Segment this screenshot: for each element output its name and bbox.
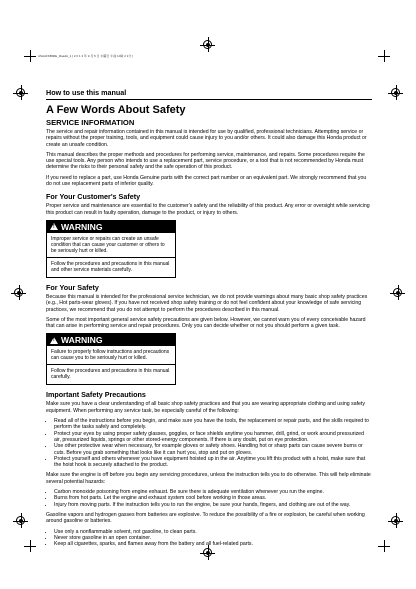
registration-mark	[393, 288, 402, 297]
paragraph: Make sure the engine is off before you begin any servicing procedures, unless the instruction tells you to do otherwise. This will help eliminate several potential hazards:	[46, 472, 371, 485]
bullet-list	[46, 489, 372, 508]
list-item: • Use only a nonflammable solvent, not gasoline, to clean parts.	[54, 529, 372, 535]
warning-text: Follow the procedures and precautions in this manual carefully.	[51, 368, 170, 381]
warning-label: WARNING	[61, 221, 103, 232]
paragraph: Gasoline vapors and hydrogen gasses from batteries are explosive. To reduce the possibility of a fire or explosion, be careful when working around gasoline or batteries.	[46, 511, 365, 525]
list-item: • Read all of the instructions before you begin, and make sure you have the tools, the replacement or repair parts, and the skills required to perform the tasks safely and completely.	[54, 418, 372, 431]
divider	[47, 364, 175, 365]
crop-mark	[24, 56, 36, 57]
paragraph: Some of the most important general service safety precautions are given below. However, we cannot warn you of every conceivable hazard that can arise in performing service and repair procedures. Only you can decide whether or not you should perform a given task.	[46, 316, 366, 330]
warning-box	[46, 220, 176, 278]
list-item: • Protect yourself and others whenever you have equipment hoisted up in the air. Anytime you lift this product with a hoist, make sure that the hoist hook is securely attached to the product.	[54, 456, 372, 469]
paragraph: The service and repair information contained in this manual is intended for use by qualified, professional technicians. Attempting service or repairs without the proper training, tools, and equipment could cause injury to you and/or others. It could also damage this Honda product or create an unsafe condition.	[46, 129, 367, 148]
warning-title	[47, 221, 175, 233]
warning-text: Failure to properly follow instructions and precautions can cause you to be seriously hurt or killed.	[51, 349, 170, 362]
paragraph: Because this manual is intended for the professional service technician, we do not provide warnings about many basic shop safety practices (e.g., Hot parts-wear gloves). If you have not received shop safety training or do not feel confident about your knowledge of safe servicing practices, we recommend that you do not attempt to perform the procedures described in this manual.	[46, 293, 368, 313]
paragraph: Proper service and maintenance are essential to the customer's safety and the reliability of this product. Any error or oversight while servicing this product can result in faulty operation, damage to the product, or injury to others.	[46, 203, 370, 216]
registration-mark	[203, 40, 212, 49]
registration-mark	[16, 88, 25, 97]
warning-box	[46, 333, 176, 385]
registration-mark	[14, 288, 23, 297]
your-safety-heading: For Your Safety	[46, 282, 99, 292]
page-title: A Few Words About Safety	[46, 104, 186, 116]
crop-mark	[24, 546, 36, 547]
list-item: • Burns from hot parts. Let the engine and exhaust system cool before working in those areas.	[54, 495, 372, 501]
registration-mark	[391, 516, 400, 525]
list-item: • Use other protective wear when necessary, for example gloves or safety shoes. Handling hot or sharp parts can cause severe burns or cuts. Before you grab something that looks like it can hurt you, stop and put on gloves.	[54, 443, 372, 456]
warning-label: WARNING	[61, 335, 103, 346]
warning-title	[47, 334, 175, 346]
warning-text: Follow the procedures and precautions in this manual and other service materials carefully.	[51, 260, 170, 273]
list-item: • Injury from moving parts. If the instruction tells you to run the engine, be sure your hands, fingers, and clothing are out of the way.	[54, 502, 372, 508]
paragraph: If you need to replace a part, use Honda Genuine parts with the correct part number or an equivalent part. We strongly recommend that you do not use replacement parts of inferior quality.	[46, 174, 367, 188]
paragraph: Make sure you have a clear understanding of all basic shop safety practices and that you are wearing appropriate clothing and using safety equipment. When performing any service task, be especially careful of the following:	[46, 401, 365, 414]
divider	[47, 257, 175, 258]
registration-mark	[16, 516, 25, 525]
precautions-heading: Important Safety Precautions	[46, 390, 146, 400]
print-header: ASAAFKB00E_RoadA_1 [ 2 0 1 3 年 9 月 5 日 木曜日 午前 10時 2 1分 ]	[38, 54, 134, 58]
service-info-heading: SERVICE INFORMATION	[46, 118, 135, 127]
paragraph: This manual describes the proper methods and procedures for performing service, maintenance, and repairs. Some procedures require the use special tools. Any person who intends to use a replacement part, service procedure, or a tool that is not recommended by Honda must determine the risks to their personal safety and the safe operation of this product.	[46, 151, 365, 171]
list-item: • Carbon monoxide poisoning from engine exhaust. Be sure there is adequate ventilation whenever you run the engine.	[54, 489, 372, 495]
crop-mark	[378, 56, 390, 57]
bullet-list	[46, 529, 372, 548]
list-item: • Keep all cigarettes, sparks, and flames away from the battery and all fuel-related parts.	[54, 541, 372, 547]
page-content	[46, 88, 372, 551]
list-item: • Never store gasoline in an open container.	[54, 535, 372, 541]
list-item: • Protect your eyes by using proper safety glasses, goggles, or face shields anytime you hammer, drill, grind, or work around pressurized air, pressurized liquids, springs or other stored-energy components. If there is any doubt, put on eye protection.	[54, 431, 372, 444]
warning-triangle-icon: !	[50, 337, 58, 344]
warning-triangle-icon: !	[50, 223, 58, 230]
registration-mark	[391, 88, 400, 97]
crop-mark	[378, 546, 390, 547]
customer-safety-heading: For Your Customer's Safety	[46, 192, 141, 202]
section-header: How to use this manual	[46, 88, 372, 100]
warning-text: Improper service or repairs can create an unsafe condition that can cause your customer or others to be seriously hurt or killed.	[51, 235, 165, 254]
bullet-list	[46, 418, 372, 468]
